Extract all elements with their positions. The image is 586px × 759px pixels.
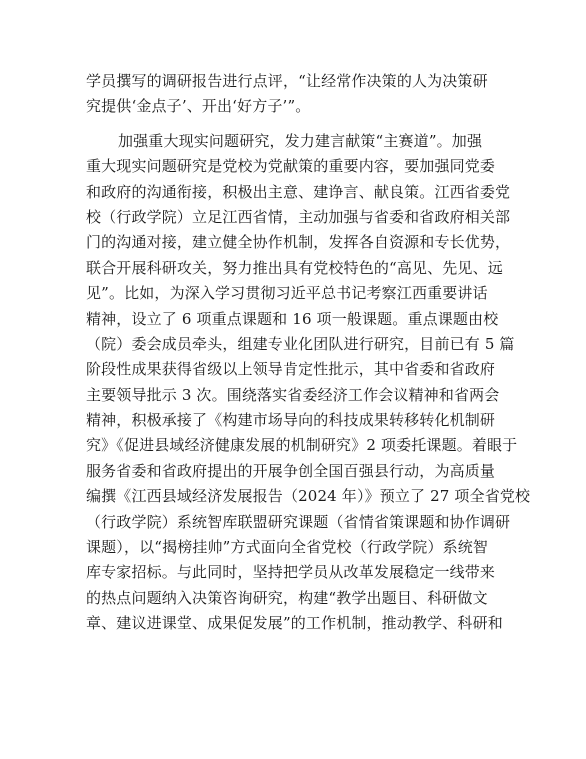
text-line: 见”。比如，为深入学习贯彻习近平总书记考察江西重要讲话	[86, 284, 488, 303]
text-line: 主要领导批示 3 次。围绕落实省委经济工作会议精神和省两会	[86, 385, 500, 404]
text-line: （行政学院）系统智库联盟研究课题（省情省策课题和协作调研	[86, 512, 511, 531]
text-line: 库专家招标。与此同时，坚持把学员从改革发展稳定一线带来	[86, 563, 496, 582]
text-line: 编撰《江西县域经济发展报告（2024 年）》预立了 27 项全省党校	[86, 487, 531, 506]
text-line: 重大现实问题研究是党校为党献策的重要内容，要加强同党委	[86, 157, 496, 176]
text-line: 联合开展科研攻关，努力推出具有党校特色的“高见、先见、远	[86, 258, 503, 277]
text-line: 课题），以“揭榜挂帅”方式面向全省党校（行政学院）系统智	[86, 538, 489, 557]
text-line: 究》《促进县域经济健康发展的机制研究》2 项委托课题。着眼于	[86, 436, 518, 455]
text-line: 精神，设立了 6 项重点课题和 16 项一般课题。重点课题由校	[86, 309, 499, 328]
text-line: 门的沟通对接，建立健全协作机制，发挥各自资源和专长优势，	[86, 233, 511, 252]
paragraph-first-line: 加强重大现实问题研究，发力建言献策“主赛道”。加强	[118, 131, 483, 150]
text-line: 服务省委和省政府提出的开展争创全国百强县行动，为高质量	[86, 461, 496, 480]
body-text	[86, 69, 531, 637]
text-line: 的热点问题纳入决策咨询研究，构建“教学出题目、科研做文	[86, 588, 488, 607]
text-line: 校（行政学院）立足江西省情，主动加强与省委和省政府相关部	[86, 207, 511, 226]
text-line: 和政府的沟通衔接，积极出主意、建诤言、献良策。江西省委党	[86, 182, 511, 201]
text-line: 究提供‘金点子’、开出‘好方子’”。	[86, 97, 311, 116]
text-line: 精神，积极承接了《构建市场导向的科技成果转移转化机制研	[86, 411, 496, 430]
text-line: 学员撰写的调研报告进行点评，“让经常作决策的人为决策研	[86, 72, 488, 90]
text-line: （院）委会成员牵头，组建专业化团队进行研究，目前已有 5 篇	[86, 334, 515, 353]
text-line: 章、建议进课堂、成果促发展”的工作机制，推动教学、科研和	[86, 614, 503, 633]
text-line: 阶段性成果获得省级以上领导肯定性批示，其中省委和省政府	[86, 360, 496, 379]
